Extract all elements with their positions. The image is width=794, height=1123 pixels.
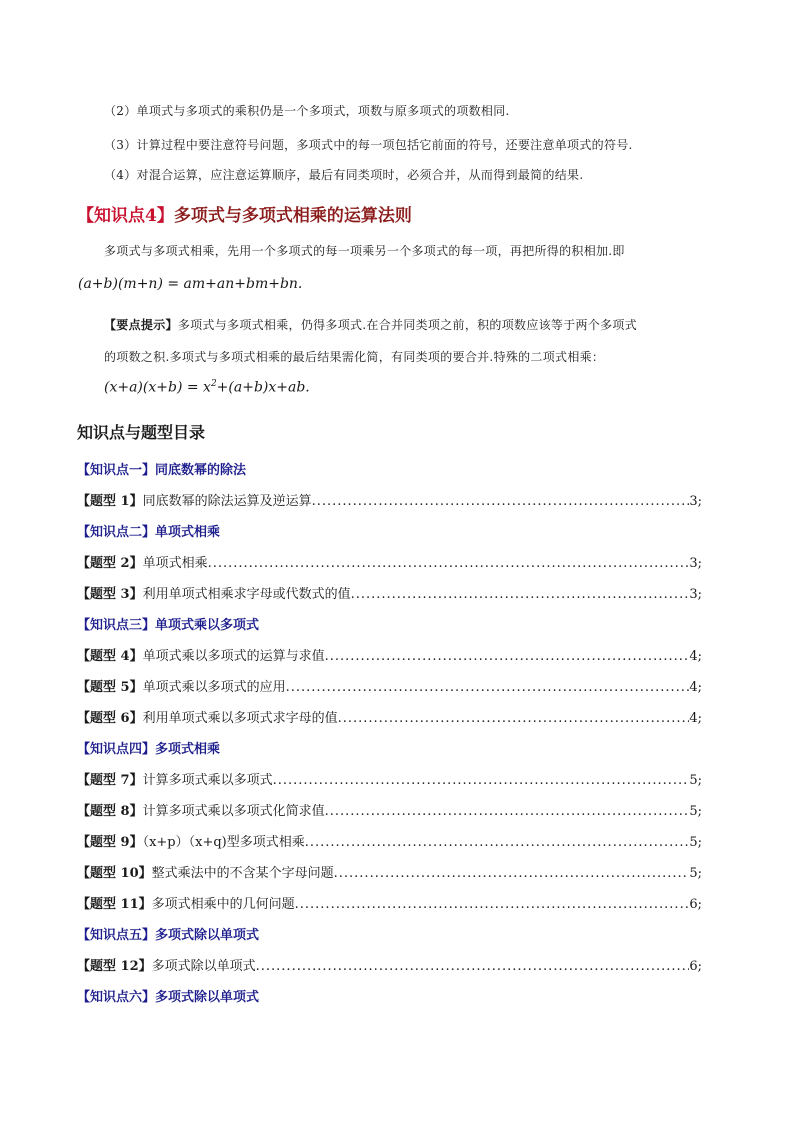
toc-entry-text: 利用单项式乘以多项式求字母的值: [142, 711, 338, 726]
toc-entry-text: 整式乘法中的不含某个字母问题: [151, 866, 334, 881]
toc-leader-dots: [273, 773, 690, 788]
toc-entry[interactable]: [77, 707, 702, 726]
toc-page-number: 5;: [689, 866, 702, 881]
toc-leader-dots: [325, 649, 690, 664]
toc-page-number: 4;: [689, 680, 702, 695]
formula2-exponent: 2: [210, 379, 217, 389]
toc-entry-label: [77, 676, 286, 695]
toc-section[interactable]: 【知识点五】多项式除以单项式: [77, 928, 260, 943]
toc-entry-text: 单项式乘以多项式的应用: [142, 680, 286, 695]
toc-page-number: 6;: [689, 959, 702, 974]
toc-entry-text: 多项式除以单项式: [151, 959, 256, 974]
toc-entry-text: 计算多项式乘以多项式化简求值: [142, 804, 325, 819]
toc-entry-text: 单项式相乘: [142, 556, 208, 571]
toc-entry[interactable]: [77, 583, 702, 602]
toc-entry-label: [77, 583, 351, 602]
toc-entry-tag: 【题型 2】: [77, 556, 143, 571]
toc-entry-text: 单项式乘以多项式的运算与求值: [142, 649, 325, 664]
toc-entry-text: （x+p）（x+q)型多项式相乘: [142, 835, 305, 850]
toc-section[interactable]: 【知识点二】单项式相乘: [77, 525, 221, 540]
toc-entry[interactable]: [77, 769, 702, 788]
section-title: 多项式与多项式相乘的运算法则: [173, 206, 412, 226]
tip-line-2: 的项数之积.多项式与多项式相乘的最后结果需化简，有同类项的要合并.特殊的二项式相乘：: [104, 350, 605, 364]
toc-entry[interactable]: [77, 645, 702, 664]
toc-page-number: 3;: [689, 556, 702, 571]
toc-entry[interactable]: [77, 831, 702, 850]
section-bracket: 【知识点4】: [77, 206, 174, 226]
toc-entry-label: [77, 645, 325, 664]
toc-entry-text: 计算多项式乘以多项式: [142, 773, 273, 788]
toc-section[interactable]: 【知识点六】多项式除以单项式: [77, 990, 260, 1005]
section-heading: [77, 201, 412, 226]
toc-entry[interactable]: [77, 862, 702, 881]
toc-page-number: 6;: [689, 897, 702, 912]
toc-entry-tag: 【题型 7】: [77, 773, 143, 788]
toc-leader-dots: [295, 897, 690, 912]
toc-page-number: 3;: [689, 587, 702, 602]
toc-section[interactable]: 【知识点四】多项式相乘: [77, 742, 221, 757]
toc-page-number: 4;: [689, 711, 702, 726]
rule-paragraph: 多项式与多项式相乘，先用一个多项式的每一项乘另一个多项式的每一项，再把所得的积相加.即: [104, 244, 625, 258]
toc-leader-dots: [208, 556, 690, 571]
toc-entry-tag: 【题型 10】: [77, 866, 152, 881]
toc-page-number: 5;: [689, 773, 702, 788]
toc-entry-label: [77, 831, 305, 850]
toc-leader-dots: [312, 494, 690, 509]
toc-page-number: 4;: [689, 649, 702, 664]
note-3: （3）计算过程中要注意符号问题，多项式中的每一项包括它前面的符号，还要注意单项式的符号.: [104, 138, 633, 152]
toc-entry-label: [77, 862, 334, 881]
toc-entry-tag: 【题型 12】: [77, 959, 152, 974]
toc-entry-label: [77, 893, 295, 912]
toc-entry-tag: 【题型 11】: [77, 897, 152, 912]
toc-entry-tag: 【题型 6】: [77, 711, 143, 726]
toc-leader-dots: [338, 711, 690, 726]
toc-entry-text: 利用单项式相乘求字母或代数式的值: [142, 587, 351, 602]
toc-entry[interactable]: [77, 800, 702, 819]
toc-entry[interactable]: [77, 955, 702, 974]
note-4: （4）对混合运算，应注意运算顺序，最后有同类项时，必须合并，从而得到最简的结果.: [104, 168, 584, 182]
tip-label: 【要点提示】: [104, 318, 178, 332]
toc-section[interactable]: 【知识点三】单项式乘以多项式: [77, 618, 260, 633]
formula2-right: +(a+b)x+ab.: [216, 379, 310, 396]
toc-title: 知识点与题型目录: [77, 423, 206, 442]
toc-entry-label: [77, 769, 273, 788]
toc-entry-tag: 【题型 3】: [77, 587, 143, 602]
toc-leader-dots: [305, 835, 690, 850]
toc-leader-dots: [325, 804, 690, 819]
toc-section[interactable]: 【知识点一】同底数幂的除法: [77, 463, 247, 478]
toc-entry[interactable]: [77, 893, 702, 912]
toc-entry-label: [77, 955, 256, 974]
toc-leader-dots: [256, 959, 690, 974]
formula-binomial: [104, 379, 310, 396]
toc-entry-tag: 【题型 1】: [77, 494, 143, 509]
toc-entry-label: [77, 707, 338, 726]
toc-leader-dots: [334, 866, 690, 881]
toc-entry-label: [77, 490, 312, 509]
toc-entry-label: [77, 552, 208, 571]
toc-entry-text: 多项式相乘中的几何问题: [151, 897, 295, 912]
formula-expansion: (a+b)(m+n) = am+an+bm+bn.: [78, 276, 303, 292]
tip-text-1: 多项式与多项式相乘，仍得多项式.在合并同类项之前，积的项数应该等于两个多项式: [177, 318, 638, 332]
toc-entry[interactable]: [77, 552, 702, 571]
note-2: （2）单项式与多项式的乘积仍是一个多项式，项数与原多项式的项数相同.: [104, 104, 510, 118]
toc-entry[interactable]: [77, 676, 702, 695]
toc-page-number: 5;: [689, 804, 702, 819]
toc-entry[interactable]: [77, 490, 702, 509]
toc-entry-tag: 【题型 9】: [77, 835, 143, 850]
formula2-left: (x+a)(x+b) = x: [104, 379, 211, 396]
toc-entry-tag: 【题型 4】: [77, 649, 143, 664]
toc-leader-dots: [286, 680, 690, 695]
toc-page-number: 5;: [689, 835, 702, 850]
toc-entry-label: [77, 800, 325, 819]
toc-entry-tag: 【题型 8】: [77, 804, 143, 819]
toc-entry-text: 同底数幂的除法运算及逆运算: [142, 494, 312, 509]
tip-line-1: [104, 316, 637, 333]
toc-leader-dots: [351, 587, 690, 602]
toc-entry-tag: 【题型 5】: [77, 680, 143, 695]
toc-page-number: 3;: [689, 494, 702, 509]
